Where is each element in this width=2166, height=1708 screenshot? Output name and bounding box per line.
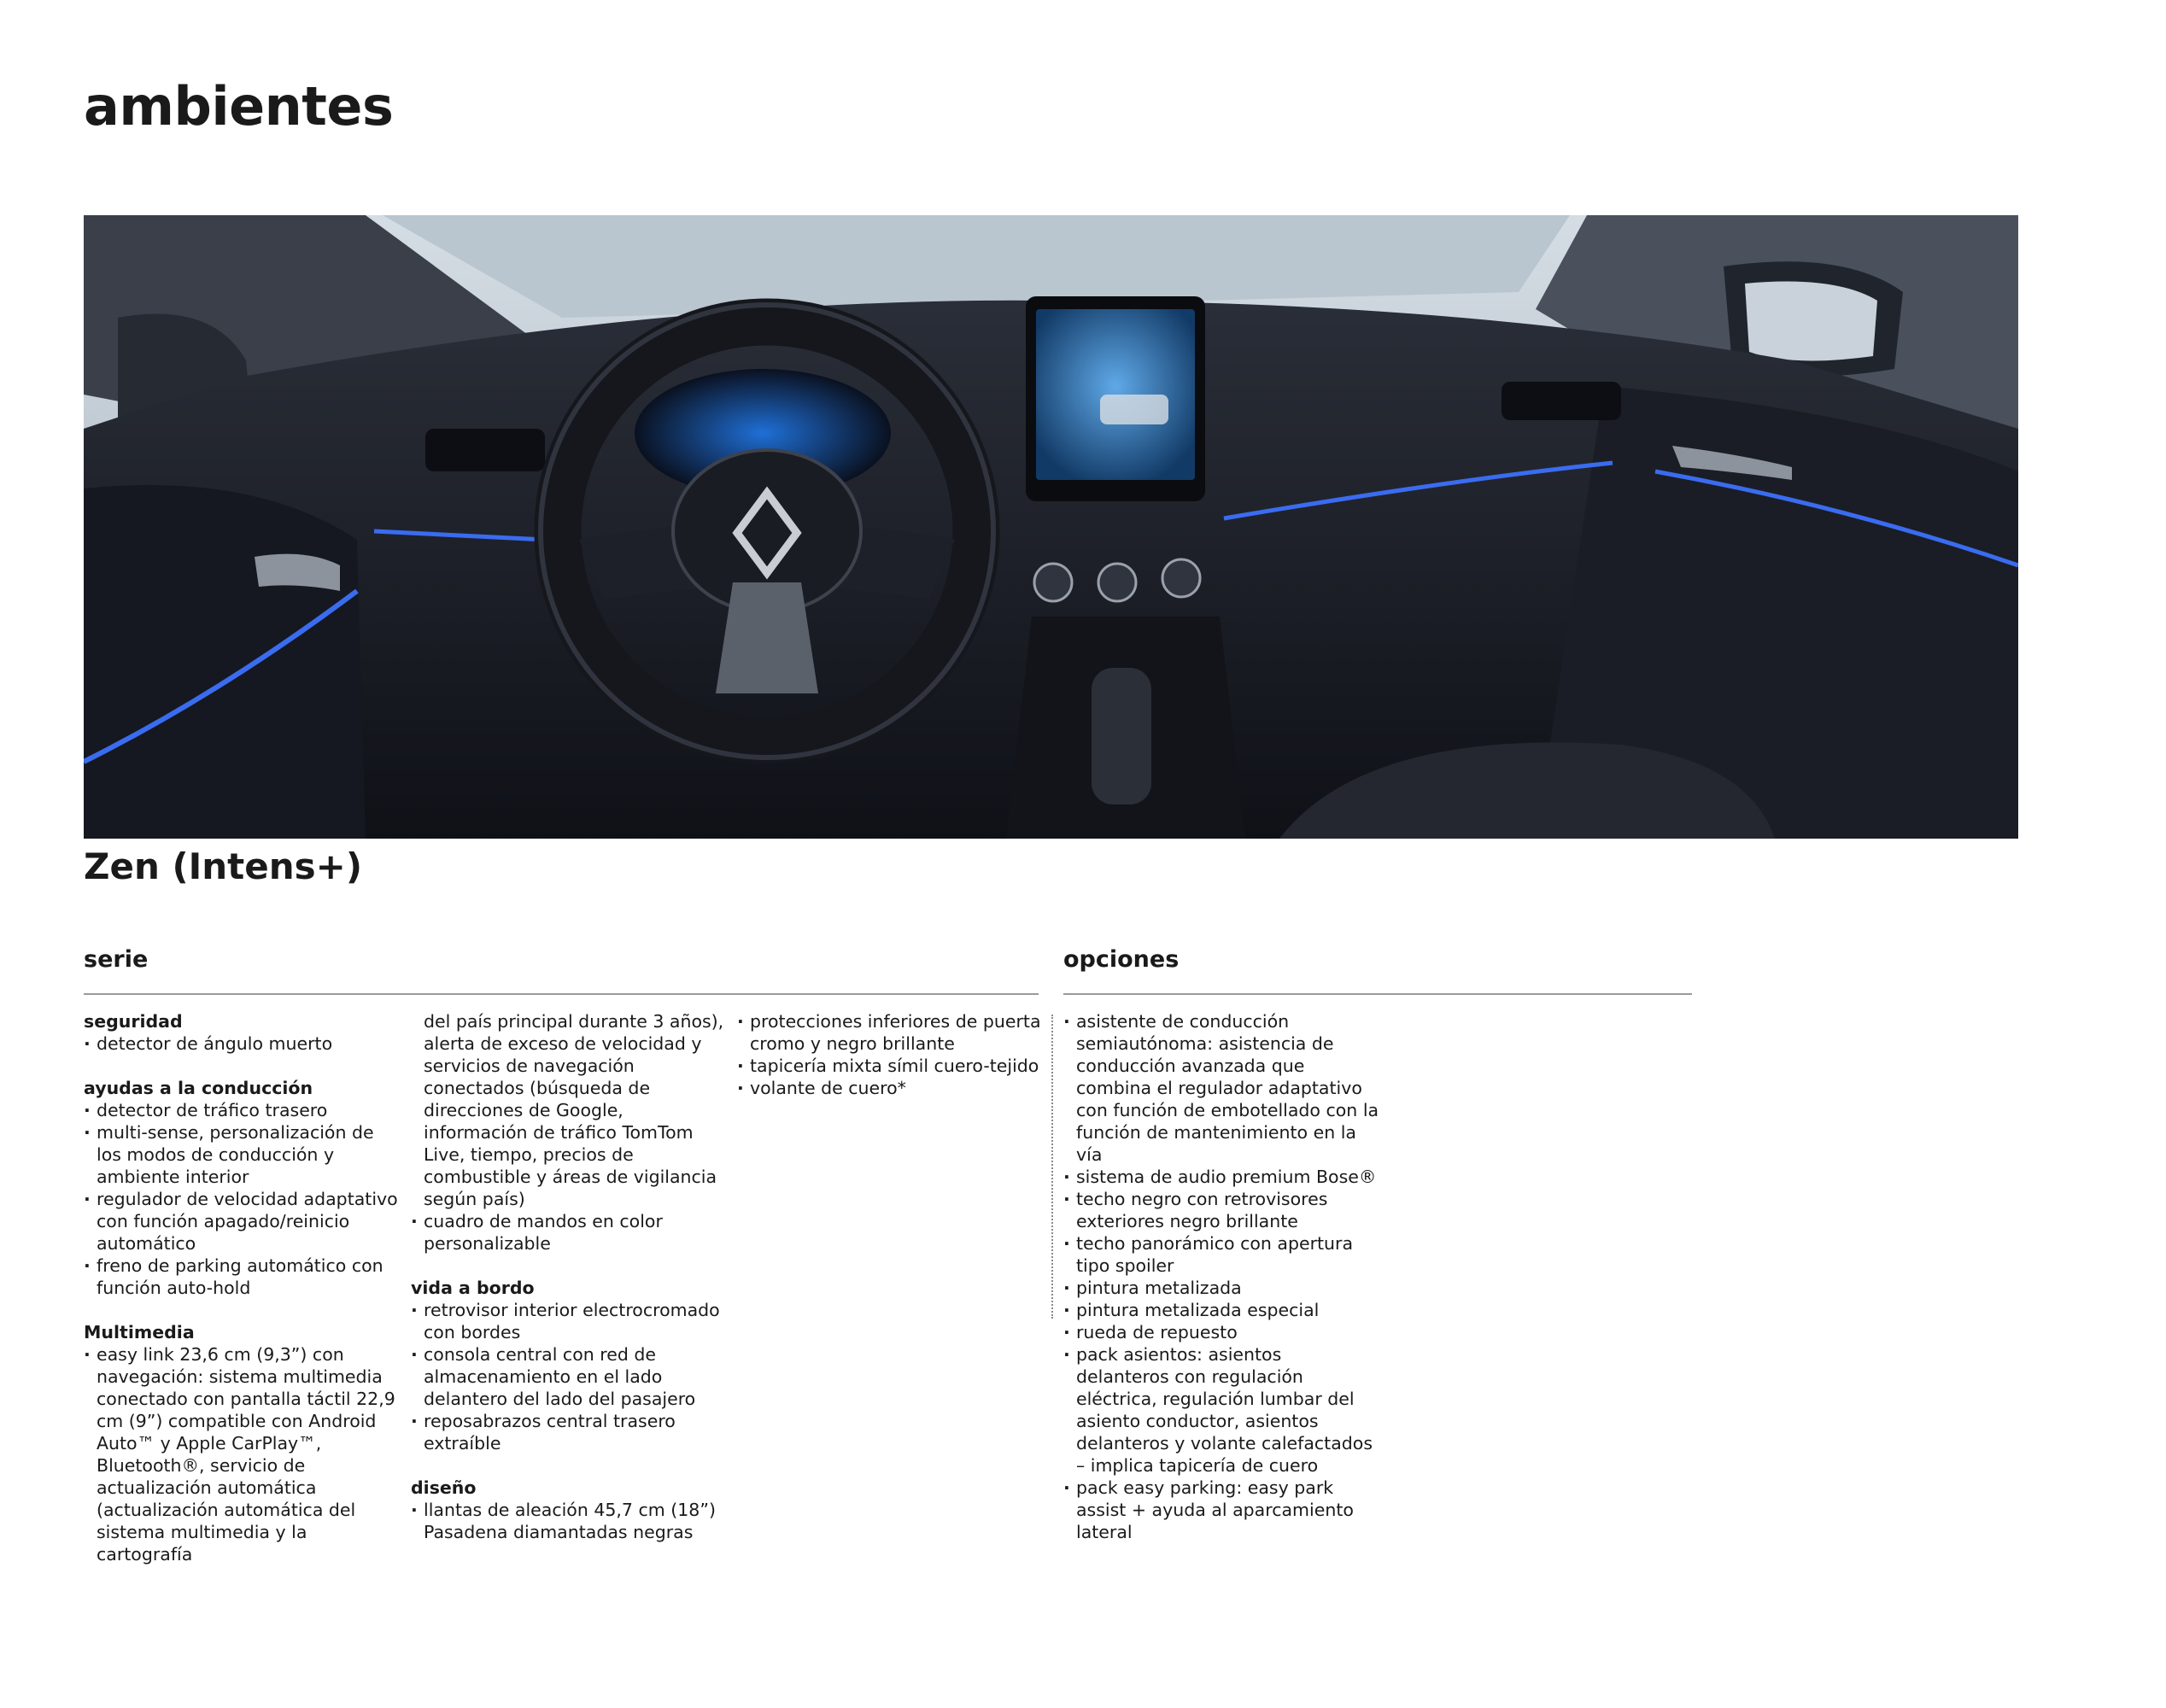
group-title-vida-a-bordo: vida a bordo — [411, 1278, 535, 1298]
dotted-separator — [1051, 1015, 1053, 1319]
page-title: ambientes — [84, 75, 394, 137]
list-item: · volante de cuero* — [737, 1077, 1045, 1099]
opciones-divider — [1063, 993, 1692, 995]
list-item: · consola central con red de almacenamiento en el lado delantero del lado del pasajero — [411, 1343, 727, 1410]
list-item: · freno de parking automático con función auto-hold — [84, 1255, 400, 1299]
list-item: · cuadro de mandos en color personalizable — [411, 1210, 727, 1255]
car-interior-photo — [84, 215, 2018, 839]
list-item: · tapicería mixta símil cuero-tejido — [737, 1055, 1045, 1077]
list-item: · detector de tráfico trasero — [84, 1099, 400, 1121]
serie-column-1 — [84, 1010, 400, 1565]
group-title-seguridad: seguridad — [84, 1011, 183, 1032]
list-item: · sistema de audio premium Bose® — [1063, 1166, 1379, 1188]
list-item: · techo negro con retrovisores exteriores negro brillante — [1063, 1188, 1379, 1232]
serie-heading: serie — [84, 946, 149, 973]
group-title-diseno: diseño — [411, 1477, 477, 1498]
list-item: · retrovisor interior electrocromado con bordes — [411, 1299, 727, 1343]
list-item: · pintura metalizada — [1063, 1277, 1379, 1299]
group-title-ayudas: ayudas a la conducción — [84, 1078, 313, 1098]
list-item: · reposabrazos central trasero extraíble — [411, 1410, 727, 1454]
list-item: · easy link 23,6 cm (9,3”) con navegación: sistema multimedia conectado con pantalla táctil 22,9 cm (9”) compatible con Android Auto™ y Apple CarPlay™, Bluetooth®, servicio de actualización automática (actualización automática del sistema multimedia y la cartografía — [84, 1343, 400, 1565]
group-title-multimedia: Multimedia — [84, 1322, 195, 1342]
list-item: · multi-sense, personalización de los modos de conducción y ambiente interior — [84, 1121, 400, 1188]
list-item: · rueda de repuesto — [1063, 1321, 1379, 1343]
list-item: · asistente de conducción semiautónoma: asistencia de conducción avanzada que combina el regulador adaptativo con función de embotellado con la función de mantenimiento en la vía — [1063, 1010, 1379, 1166]
serie-column-2 — [411, 1010, 727, 1543]
list-item: · techo panorámico con apertura tipo spoiler — [1063, 1232, 1379, 1277]
list-item-continuation: del país principal durante 3 años), alerta de exceso de velocidad y servicios de navegación conectados (búsqueda de direcciones de Google, información de tráfico TomTom Live, tiempo, precios de combustible y áreas de vigilancia según país) — [424, 1011, 724, 1209]
list-item: · pintura metalizada especial — [1063, 1299, 1379, 1321]
list-item: · llantas de aleación 45,7 cm (18”) Pasadena diamantadas negras — [411, 1499, 727, 1543]
list-item: · regulador de velocidad adaptativo con función apagado/reinicio automático — [84, 1188, 400, 1255]
list-item: · detector de ángulo muerto — [84, 1032, 400, 1055]
trim-title: Zen (Intens+) — [84, 845, 363, 887]
serie-divider — [84, 993, 1039, 995]
list-item: · pack easy parking: easy park assist + ayuda al aparcamiento lateral — [1063, 1477, 1379, 1543]
hero-image — [84, 215, 2018, 839]
opciones-column — [1063, 1010, 1379, 1543]
opciones-heading: opciones — [1063, 946, 1180, 973]
serie-column-3 — [737, 1010, 1045, 1099]
list-item: · protecciones inferiores de puerta cromo y negro brillante — [737, 1010, 1045, 1055]
list-item: · pack asientos: asientos delanteros con regulación eléctrica, regulación lumbar del asiento conductor, asientos delanteros y volante calefactados – implica tapicería de cuero — [1063, 1343, 1379, 1477]
